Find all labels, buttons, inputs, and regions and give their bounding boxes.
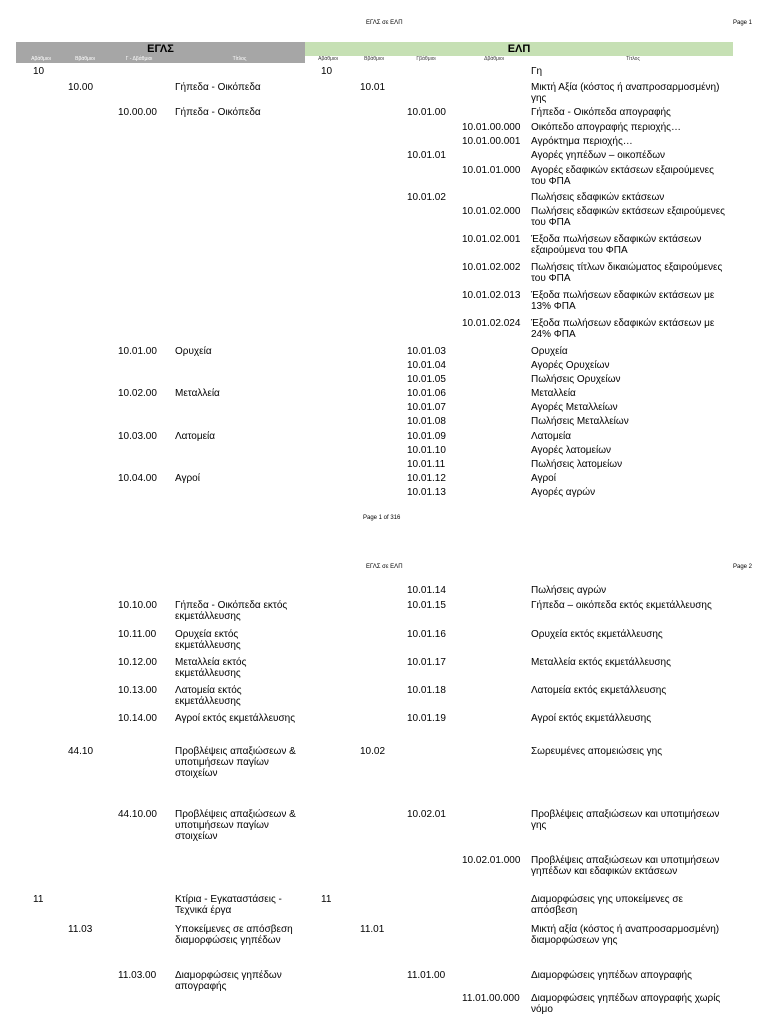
col-header: Δβάθμιοι [484,56,504,62]
egls-title: Ορυχεία [175,346,212,357]
egls-title: Κτίρια - Εγκαταστάσεις - Τεχνικά έργα [175,894,282,916]
elp-level-3: 10.01.06 [407,388,446,399]
elp-level-3: 10.02.01 [407,809,446,820]
egls-title: Μεταλλεία [175,388,220,399]
elp-title: Πωλήσεις εδαφικών εκτάσεων [531,192,665,203]
elp-title: Πωλήσεις λατομείων [531,459,623,470]
elp-title: Προβλέψεις απαξιώσεων και υποτιμήσεων γης [531,809,720,831]
account-level-1: 11 [33,894,44,905]
elp-level-2: 10.01 [360,82,386,93]
egls-title: Γήπεδα - Οικόπεδα [175,82,261,93]
col-header: Τίτλος [626,56,640,62]
elp-level-2: 10.02 [360,746,386,757]
elp-title: Ορυχεία [531,346,568,357]
account-level-3: 10.11.00 [118,629,157,640]
elp-title: Προβλέψεις απαξιώσεων και υποτιμήσεων γηπέδων και εδαφικών εκτάσεων [531,855,720,877]
elp-title: Αγρόκτημα περιοχής… [531,136,633,147]
elp-title: Μικτή αξία (κόστος ή αναπροσαρμοσμένη) διαμορφώσεων γης [531,924,720,946]
egls-title: Προβλέψεις απαξιώσεων & υποτιμήσεων παγίων στοιχείων [175,809,296,842]
account-level-1: 10 [33,66,45,77]
page-number: Page 1 [733,20,753,26]
elp-level-3: 10.01.03 [407,346,446,357]
elp-title: Μεταλλεία εκτός εκμετάλλευσης [531,657,671,668]
elp-level-3: 10.01.09 [407,431,446,442]
account-level-2: 44.10 [68,746,94,757]
elp-level-3: 10.01.14 [407,585,446,596]
elp-title: Πωλήσεις τίτλων δικαιώματος εξαιρούμενες του ΦΠΑ [531,262,723,284]
elp-level-3: 10.01.04 [407,360,446,371]
elp-title: Έξοδα πωλήσεων εδαφικών εκτάσεων με 13% ΦΠΑ [531,290,715,312]
page-number: Page 2 [733,564,753,570]
account-level-3: 10.01.00 [118,346,157,357]
elp-level-3: 10.01.02 [407,192,446,203]
elp-title: Αγορές Μεταλλείων [531,402,618,413]
elp-title: Γήπεδα – οικόπεδα εκτός εκμετάλλευσης [531,600,712,611]
elp-title: Διαμορφώσεις γης υποκείμενες σε απόσβεση [531,894,683,916]
elp-level-4: 10.01.02.001 [462,234,521,245]
elp-title: Γη [531,66,543,77]
elp-title: Μεταλλεία [531,388,576,399]
page-header-title: ΕΓΛΣ σε ΕΛΠ [366,20,403,26]
elp-title: Αγροί εκτός εκμετάλλευσης [531,713,652,724]
elp-level-3: 10.01.19 [407,713,446,724]
elp-level-4: 10.01.02.002 [462,262,521,273]
elp-title: Αγορές αγρών [531,487,596,498]
elp-title: Αγορές γηπέδων – οικοπέδων [531,150,666,161]
elp-level-3: 10.01.12 [407,473,446,484]
elp-level-4: 10.01.00.000 [462,122,521,133]
elp-level-4: 10.01.01.000 [462,165,521,176]
egls-title: Γήπεδα - Οικόπεδα [175,107,261,118]
account-level-3: 10.13.00 [118,685,157,696]
elp-level-3: 10.01.11 [407,459,446,470]
elp-level-1: 10 [321,66,333,77]
egls-title: Αγροί εκτός εκμετάλλευσης [175,713,296,724]
elp-title: Αγορές εδαφικών εκτάσεων εξαιρούμενες του ΦΠΑ [531,165,714,187]
elp-title: Ορυχεία εκτός εκμετάλλευσης [531,629,663,640]
elp-level-4: 10.01.02.000 [462,206,521,217]
elp-title: Αγροί [531,473,556,484]
elp-title: Οικόπεδο απογραφής περιοχής… [531,122,681,133]
elp-level-4: 10.02.01.000 [462,855,521,866]
elp-title: Διαμορφώσεις γηπέδων απογραφής [531,970,692,981]
egls-band: ΕΓΛΣ [16,42,305,56]
col-header: Γ - Δβάθμιοι [104,56,174,63]
elp-title: Έξοδα πωλήσεων εδαφικών εκτάσεων εξαιρούμενα του ΦΠΑ [531,234,702,256]
elp-level-3: 10.01.13 [407,487,446,498]
account-level-3: 10.10.00 [118,600,157,611]
account-level-3: 10.00.00 [118,107,157,118]
elp-title: Λατομεία [531,431,572,442]
page-header-title: ΕΓΛΣ σε ΕΛΠ [366,564,403,570]
elp-title: Αγορές Ορυχείων [531,360,610,371]
elp-title: Αγορές λατομείων [531,445,612,456]
elp-level-4: 10.01.00.001 [462,136,521,147]
elp-band: ΕΛΠ [305,42,733,56]
account-level-2: 11.03 [68,924,93,935]
account-level-3: 44.10.00 [118,809,157,820]
elp-title: Πωλήσεις Μεταλλείων [531,416,629,427]
account-level-3: 11.03.00 [118,970,157,981]
elp-title: Γήπεδα - Οικόπεδα απογραφής [531,107,671,118]
col-header: Ββάθμιοι [364,56,384,62]
elp-title: Πωλήσεις εδαφικών εκτάσεων εξαιρούμενες του ΦΠΑ [531,206,725,228]
elp-level-3: 10.01.16 [407,629,446,640]
egls-title: Αγροί [175,473,200,484]
col-header: Γβάθμιοι [416,56,436,62]
elp-level-3: 10.01.05 [407,374,446,385]
col-header: Αβάθμιοι [318,56,338,62]
elp-title: Πωλήσεις Ορυχείων [531,374,621,385]
elp-level-3: 10.01.07 [407,402,446,413]
elp-level-3: 10.01.00 [407,107,446,118]
elp-level-2: 11.01 [360,924,385,935]
elp-level-3: 10.01.01 [407,150,446,161]
elp-level-3: 11.01.00 [407,970,446,981]
egls-title: Λατομεία εκτός εκμετάλλευσης [175,685,242,707]
egls-title: Γήπεδα - Οικόπεδα εκτός εκμετάλλευσης [175,600,288,622]
page-footer: Page 1 of 316 [363,515,401,521]
account-level-3: 10.14.00 [118,713,157,724]
elp-level-4: 10.01.02.024 [462,318,521,329]
elp-title: Διαμορφώσεις γηπέδων απογραφής χωρίς νόμο [531,993,721,1015]
account-level-3: 10.02.00 [118,388,157,399]
col-header: Ββάθμιοι [66,56,104,63]
egls-title: Προβλέψεις απαξιώσεων & υποτιμήσεων παγίων στοιχείων [175,746,296,779]
elp-title: Μικτή Αξία (κόστος ή αναπροσαρμοσμένη) γης [531,82,720,104]
account-level-3: 10.03.00 [118,431,157,442]
egls-title: Υποκείμενες σε απόσβεση διαμορφώσεις γηπέδων [175,924,293,946]
elp-title: Έξοδα πωλήσεων εδαφικών εκτάσεων με 24% ΦΠΑ [531,318,715,340]
elp-level-3: 10.01.15 [407,600,446,611]
elp-level-1: 11 [321,894,332,905]
col-header: Αβάθμιοι [16,56,66,63]
egls-title: Μεταλλεία εκτός εκμετάλλευσης [175,657,247,679]
elp-title: Πωλήσεις αγρών [531,585,607,596]
account-level-3: 10.04.00 [118,473,157,484]
col-header: Τίτλος [174,56,305,63]
elp-level-3: 10.01.18 [407,685,446,696]
egls-title: Λατομεία [175,431,216,442]
elp-level-3: 10.01.17 [407,657,446,668]
egls-title: Διαμορφώσεις γηπέδων απογραφής [175,970,282,992]
elp-level-3: 10.01.10 [407,445,446,456]
elp-title: Σωρευμένες απομειώσεις γης [531,746,663,757]
egls-title: Ορυχεία εκτός εκμετάλλευσης [175,629,241,651]
account-level-2: 10.00 [68,82,94,93]
elp-title: Λατομεία εκτός εκμετάλλευσης [531,685,667,696]
account-level-3: 10.12.00 [118,657,157,668]
elp-level-4: 10.01.02.013 [462,290,521,301]
elp-level-4: 11.01.00.000 [462,993,520,1004]
elp-level-3: 10.01.08 [407,416,446,427]
